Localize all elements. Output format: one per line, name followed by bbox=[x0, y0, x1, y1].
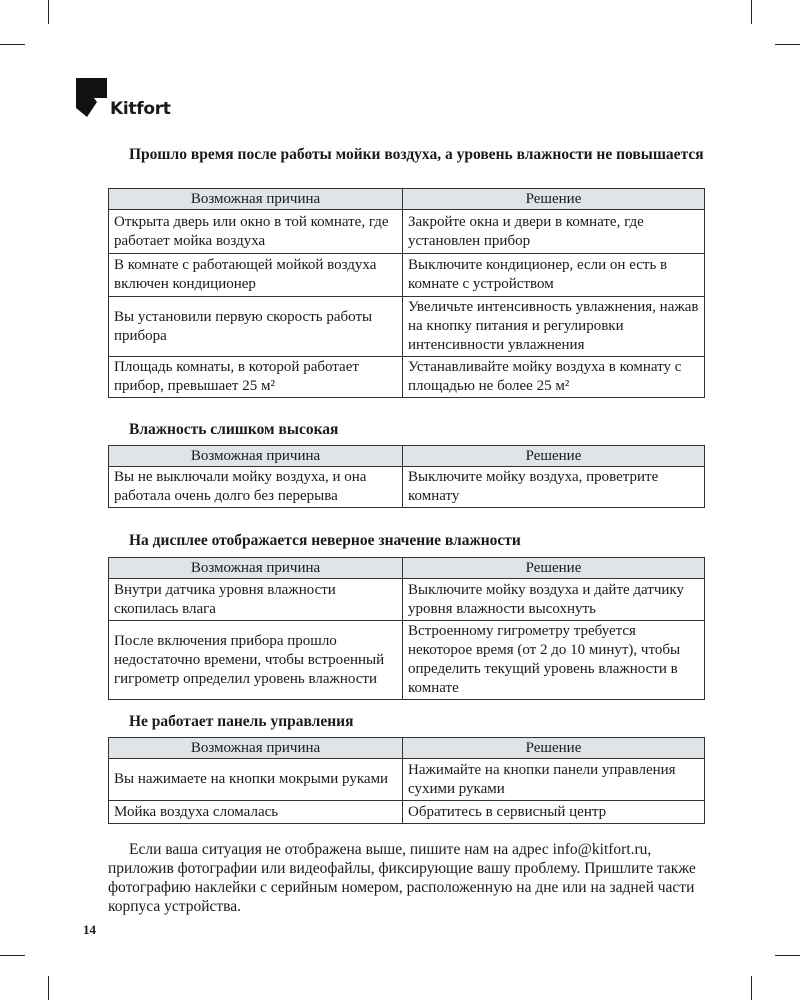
section-heading: На дисплее отображается неверное значение влажности bbox=[129, 532, 521, 549]
troubleshooting-table bbox=[108, 188, 705, 398]
table-row bbox=[109, 254, 705, 297]
column-header-solution: Решение bbox=[403, 558, 705, 579]
crop-mark bbox=[48, 976, 49, 1000]
table-row bbox=[109, 297, 705, 357]
table-row bbox=[109, 210, 705, 254]
column-header-solution: Решение bbox=[403, 446, 705, 467]
cause-cell: После включения прибора прошло недостаточно времени, чтобы встроенный гигрометр определил уровень влажности bbox=[109, 621, 403, 700]
cause-cell: Площадь комнаты, в которой работает прибор, превышает 25 м² bbox=[109, 357, 403, 398]
column-header-cause: Возможная причина bbox=[109, 558, 403, 579]
solution-cell: Нажимайте на кнопки панели управления сухими руками bbox=[403, 759, 705, 801]
kitfort-logo bbox=[76, 78, 171, 118]
troubleshooting-table bbox=[108, 737, 705, 824]
crop-mark bbox=[0, 955, 25, 956]
crop-mark bbox=[0, 44, 25, 45]
table-row bbox=[109, 357, 705, 398]
solution-cell: Встроенному гигрометру требуется некоторое время (от 2 до 10 минут), чтобы определить текущий уровень влажности в комнате bbox=[403, 621, 705, 700]
column-header-cause: Возможная причина bbox=[109, 738, 403, 759]
table-row bbox=[109, 801, 705, 824]
section-heading: Не работает панель управления bbox=[129, 713, 354, 730]
cause-cell: Вы нажимаете на кнопки мокрыми руками bbox=[109, 759, 403, 801]
troubleshooting-table bbox=[108, 557, 705, 700]
column-header-solution: Решение bbox=[403, 189, 705, 210]
solution-cell: Закройте окна и двери в комнате, где установлен прибор bbox=[403, 210, 705, 254]
troubleshooting-table bbox=[108, 445, 705, 508]
table-row bbox=[109, 579, 705, 621]
table-row bbox=[109, 467, 705, 508]
cause-cell: В комнате с работающей мойкой воздуха включен кондиционер bbox=[109, 254, 403, 297]
section-heading: Влажность слишком высокая bbox=[129, 421, 339, 438]
kitfort-logo-icon bbox=[76, 78, 108, 118]
table-row bbox=[109, 621, 705, 700]
cause-cell: Вы не выключали мойку воздуха, и она работала очень долго без перерыва bbox=[109, 467, 403, 508]
cause-cell: Мойка воздуха сломалась bbox=[109, 801, 403, 824]
brand-name: Kitfort bbox=[110, 99, 171, 119]
crop-mark bbox=[775, 955, 800, 956]
column-header-solution: Решение bbox=[403, 738, 705, 759]
solution-cell: Выключите кондиционер, если он есть в комнате с устройством bbox=[403, 254, 705, 297]
solution-cell: Устанавливайте мойку воздуха в комнату с площадью не более 25 м² bbox=[403, 357, 705, 398]
crop-mark bbox=[751, 0, 752, 24]
solution-cell: Выключите мойку воздуха и дайте датчику уровня влажности высохнуть bbox=[403, 579, 705, 621]
crop-mark bbox=[751, 976, 752, 1000]
cause-cell: Вы установили первую скорость работы прибора bbox=[109, 297, 403, 357]
section-heading: Прошло время после работы мойки воздуха, а уровень влажности не повышается bbox=[129, 146, 704, 163]
cause-cell: Открыта дверь или окно в той комнате, где работает мойка воздуха bbox=[109, 210, 403, 254]
column-header-cause: Возможная причина bbox=[109, 189, 403, 210]
solution-cell: Выключите мойку воздуха, проветрите комнату bbox=[403, 467, 705, 508]
solution-cell: Обратитесь в сервисный центр bbox=[403, 801, 705, 824]
crop-mark bbox=[48, 0, 49, 24]
column-header-cause: Возможная причина bbox=[109, 446, 403, 467]
cause-cell: Внутри датчика уровня влажности скопилась влага bbox=[109, 579, 403, 621]
page-number: 14 bbox=[83, 922, 96, 937]
crop-mark bbox=[775, 44, 800, 45]
contact-paragraph: Если ваша ситуация не отображена выше, пишите нам на адрес info@kitfort.ru, приложив фотографии или видеофайлы, фиксирующие вашу проблему. Пришлите также фотографию наклейки с серийным номером, расположенную на дне или на задней части корпуса устройства. bbox=[108, 841, 696, 915]
solution-cell: Увеличьте интенсивность увлажнения, нажав на кнопку питания и регулировки интенсивности увлажнения bbox=[403, 297, 705, 357]
table-row bbox=[109, 759, 705, 801]
